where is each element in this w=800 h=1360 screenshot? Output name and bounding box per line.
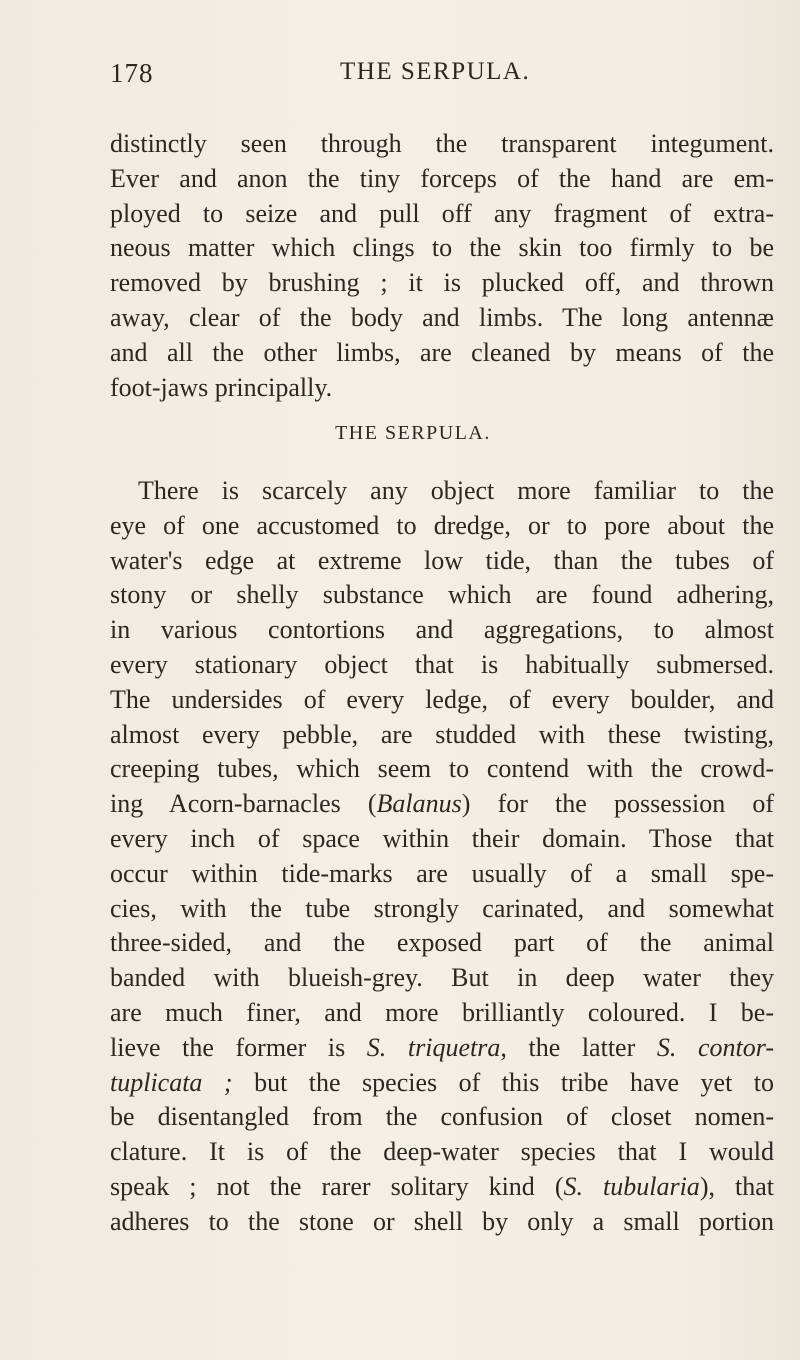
text-line: cies, with the tube strongly carinated, and somewhat [110,893,774,923]
text-run: speak ; not the rarer solitary kind ( [110,1171,564,1201]
text-run: ) for the possession of [461,789,774,819]
text-line: neous matter which clings to the skin too firmly to be [110,233,774,263]
text-line: water's edge at extreme low tide, than the tubes of [110,545,774,575]
text-line: There is scarcely any object more familiar to the [138,476,774,505]
italic-run: S. tubularia [563,1171,700,1201]
text-line: are much finer, and more brilliantly coloured. I be- [110,997,774,1027]
text-line: adheres to the stone or shell by only a small portion [110,1206,774,1236]
italic-run: Balanus [376,789,462,819]
text-line: away, clear of the body and limbs. The long antennæ [110,302,774,332]
section-heading: THE SERPULA. [335,422,491,444]
text-line [110,787,774,822]
text-line: Ever and anon the tiny forceps of the hand are em- [110,163,774,193]
text-run: ), that [699,1171,774,1201]
text-line: and all the other limbs, are cleaned by means of the [110,337,774,367]
text-line [110,1031,774,1066]
italic-run: tuplicata ; [110,1067,233,1097]
italic-run: S. triquetra [366,1032,501,1062]
page-number: 178 [110,58,154,88]
text-line: every stationary object that is habitually submersed. [110,649,774,679]
text-run: lieve the former is [110,1032,367,1062]
text-line: distinctly seen through the transparent integument. [110,129,774,158]
italic-run: S. contor- [656,1032,774,1062]
text-run: , the latter [500,1032,657,1062]
paragraph-1 [110,127,774,405]
text-line: foot-jaws principally. [110,372,333,402]
text-line: every inch of space within their domain. Those that [110,823,774,853]
text-line: stony or shelly substance which are found adhering, [110,580,774,610]
text-line: occur within tide-marks are usually of a small spe- [110,858,774,888]
text-line: The undersides of every ledge, of every boulder, and [110,684,774,714]
paragraph-2 [110,474,774,1240]
text-line: banded with blueish-grey. But in deep water they [110,963,774,993]
text-run: but the species of this tribe have yet to [232,1067,774,1097]
text-line: clature. It is of the deep-water species that I would [110,1137,774,1167]
text-run: ing Acorn-barnacles ( [110,789,377,819]
text-line: ployed to seize and pull off any fragment of extra- [110,198,774,228]
text-line: in various contortions and aggregations, to almost [110,615,774,645]
text-line: creeping tubes, which seem to contend with the crowd- [110,754,774,784]
text-line: be disentangled from the confusion of closet nomen- [110,1102,774,1132]
page-header [110,58,770,94]
text-line [110,1066,774,1101]
text-line: three-sided, and the exposed part of the animal [110,928,774,958]
running-head: THE SERPULA. [340,58,531,85]
text-line [110,1170,774,1205]
text-line: removed by brushing ; it is plucked off, and thrown [110,268,774,298]
text-line: almost every pebble, are studded with these twisting, [110,719,774,749]
text-line: eye of one accustomed to dredge, or to pore about the [110,510,774,540]
